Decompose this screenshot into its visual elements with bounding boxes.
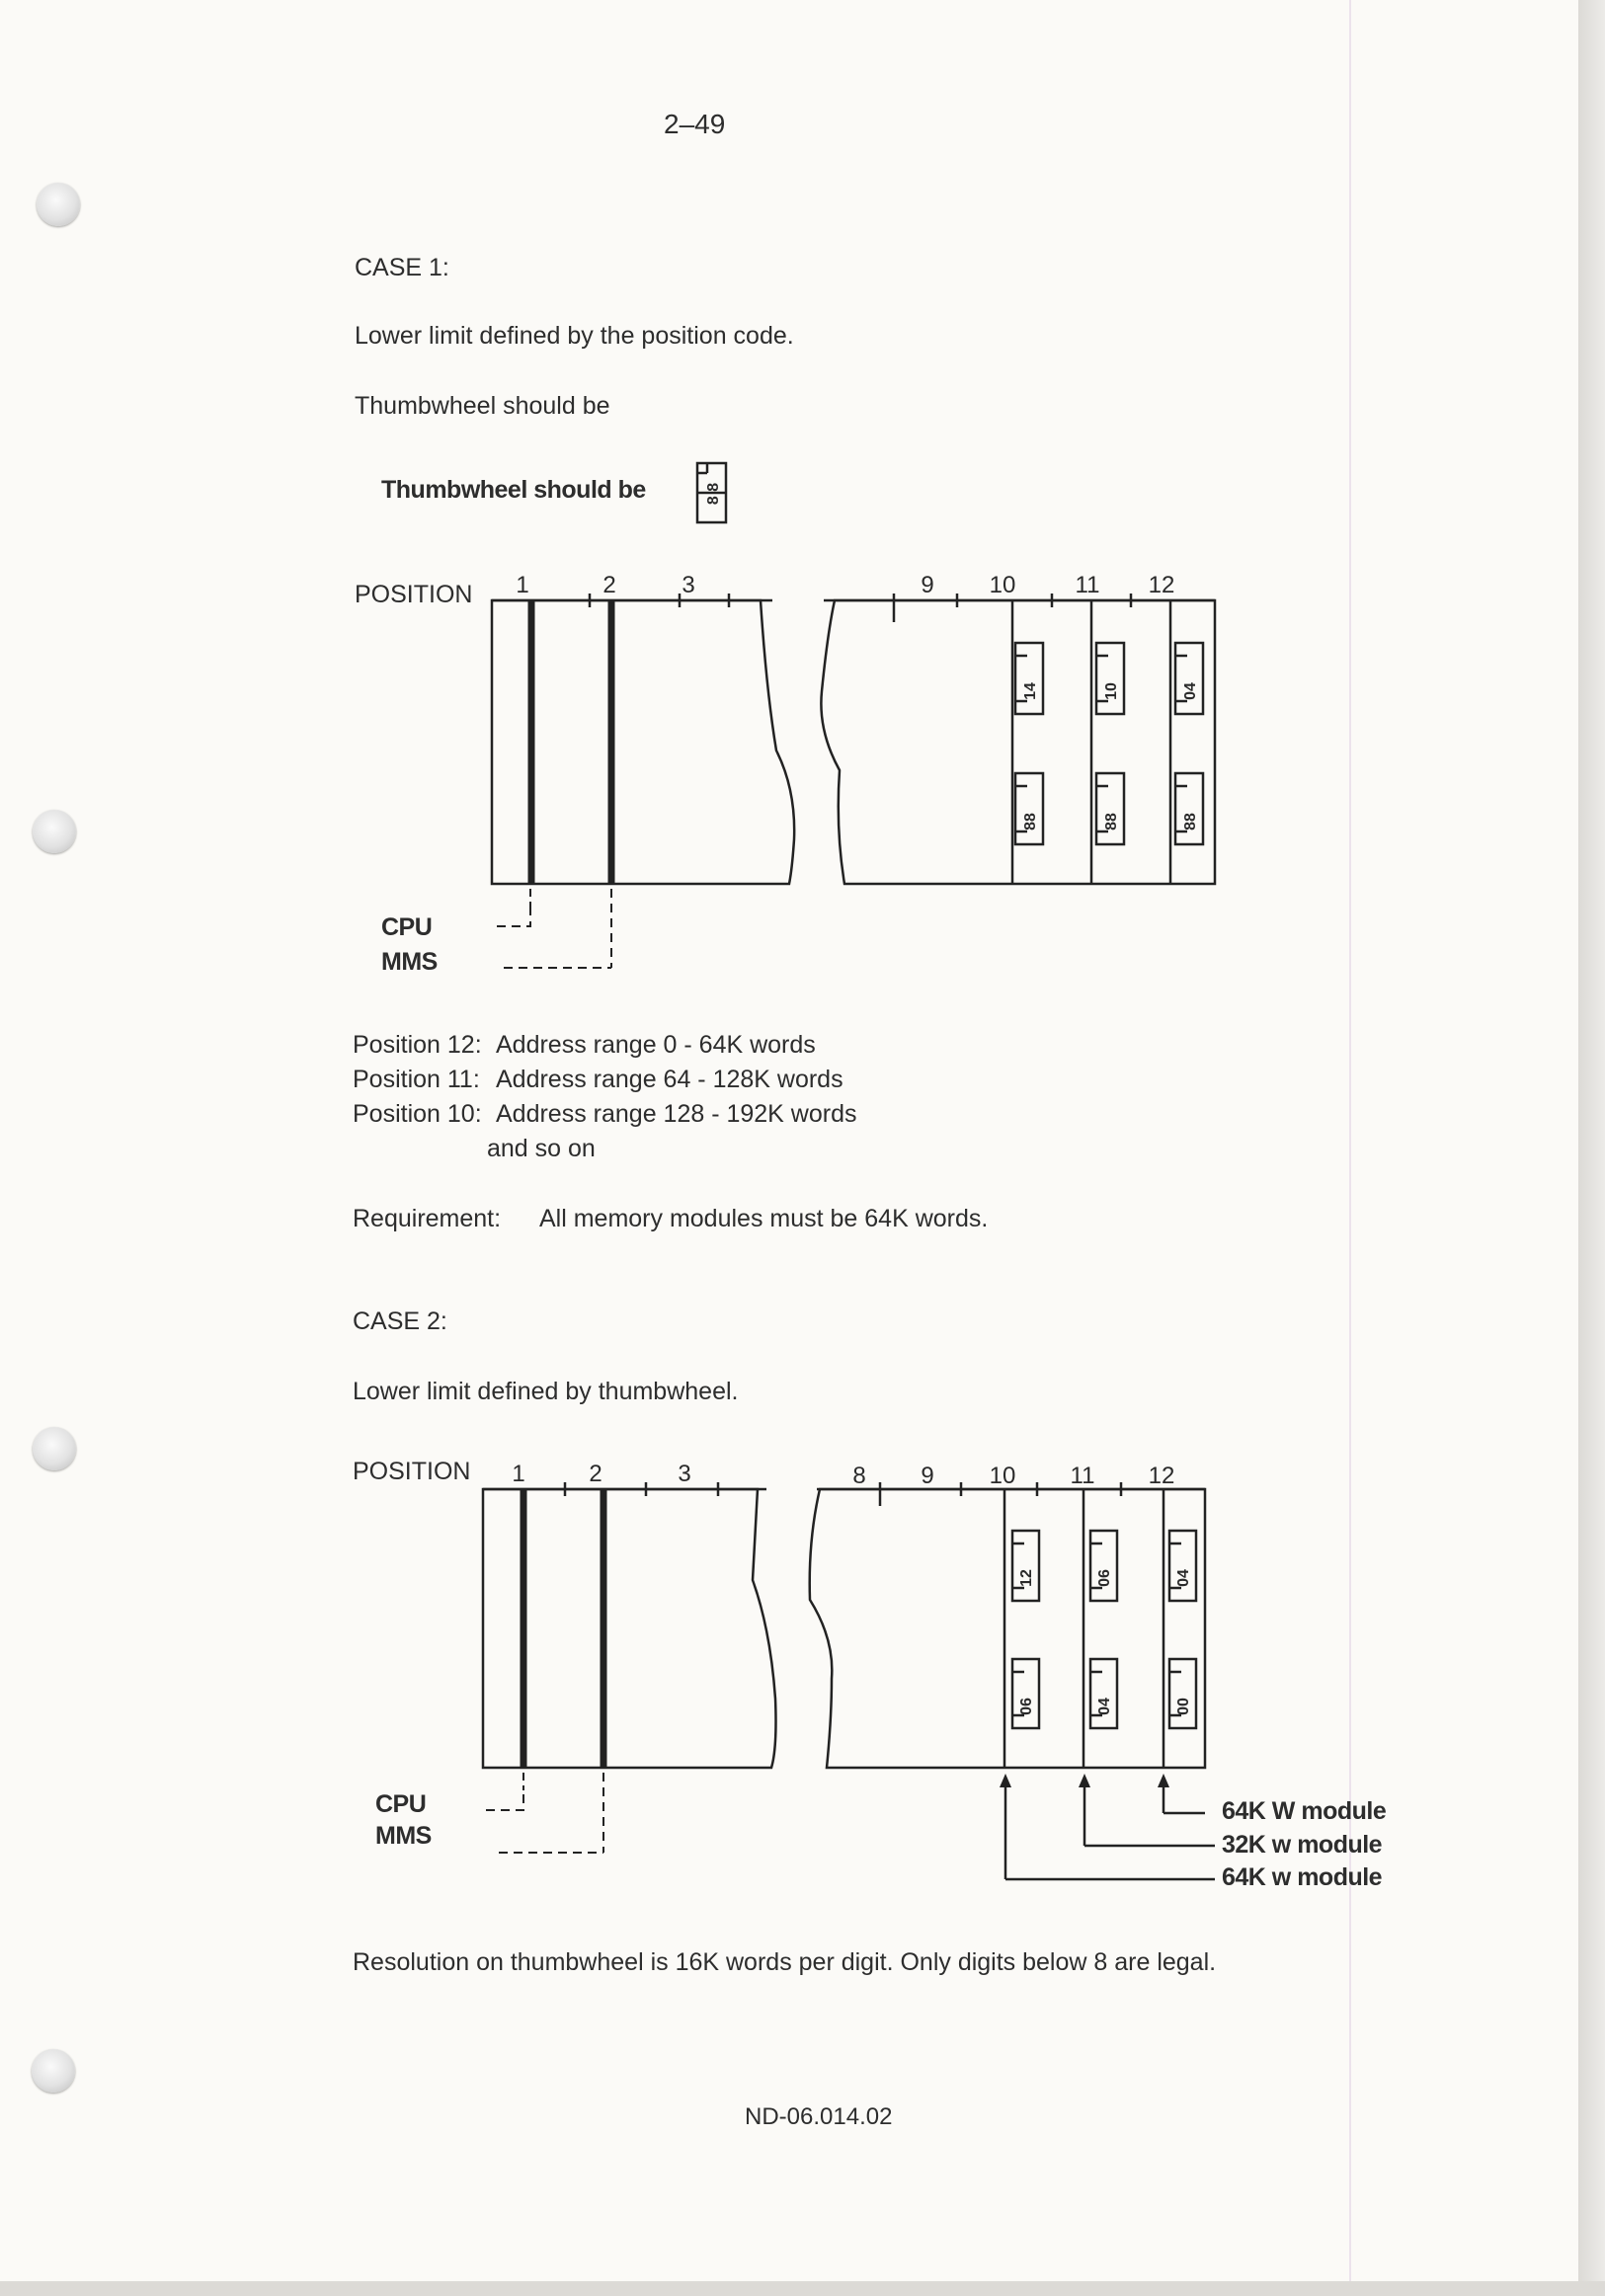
position-number: 2 bbox=[602, 572, 616, 598]
thumbwheel-digits: 06 bbox=[1018, 1698, 1035, 1715]
case2-position-label: POSITION bbox=[353, 1458, 471, 1485]
requirement-text: All memory modules must be 64K words. bbox=[539, 1205, 989, 1232]
page-edge bbox=[1578, 0, 1605, 2296]
position-number: 11 bbox=[1075, 572, 1100, 598]
case1-description: Lower limit defined by the position code. bbox=[355, 322, 794, 350]
case1-position-label: POSITION bbox=[355, 581, 473, 608]
document-id: ND-06.014.02 bbox=[745, 2103, 893, 2130]
thumbwheel-digits: 88 bbox=[1103, 813, 1120, 831]
thumbwheel-digits: 88 bbox=[1182, 813, 1199, 831]
and-so-on-text: and so on bbox=[487, 1135, 596, 1162]
case1-cpu-label: CPU bbox=[381, 913, 433, 941]
position-number: 1 bbox=[512, 1461, 525, 1487]
resolution-note: Resolution on thumbwheel is 16K words per digit. Only digits below 8 are legal. bbox=[353, 1948, 1217, 1976]
address-range-position: Position 11: bbox=[353, 1066, 480, 1093]
position-number: 3 bbox=[682, 572, 695, 598]
arrowheads bbox=[1000, 1774, 1169, 1787]
address-range-position: Position 12: bbox=[353, 1031, 482, 1059]
page-number: 2–49 bbox=[664, 109, 726, 139]
position-number: 11 bbox=[1070, 1463, 1095, 1489]
case1-thumbwheel-text: Thumbwheel should be bbox=[355, 392, 610, 420]
position-number: 10 bbox=[989, 1463, 1016, 1489]
position-number: 9 bbox=[921, 1463, 934, 1489]
thumbwheel-digits: 8 8 bbox=[705, 482, 722, 506]
module-label: 64K w module bbox=[1222, 1863, 1383, 1891]
thumbwheel-digits: 00 bbox=[1175, 1698, 1192, 1715]
position-number: 12 bbox=[1148, 572, 1175, 598]
position-number: 2 bbox=[589, 1461, 602, 1487]
case2-cpu-label: CPU bbox=[375, 1790, 427, 1818]
address-range-text: Address range 128 - 192K words bbox=[496, 1100, 857, 1128]
module-label: 64K W module bbox=[1222, 1797, 1387, 1825]
case1-thumbwheel-caption: Thumbwheel should be bbox=[381, 476, 646, 504]
case2-rack bbox=[483, 1482, 1215, 1879]
position-number: 12 bbox=[1148, 1463, 1175, 1489]
position-number: 10 bbox=[989, 572, 1016, 598]
thumbwheel-digits: 04 bbox=[1182, 682, 1199, 700]
case2-mms-label: MMS bbox=[375, 1822, 432, 1850]
address-range-position: Position 10: bbox=[353, 1100, 482, 1128]
position-number: 3 bbox=[678, 1461, 691, 1487]
page-edge bbox=[0, 2281, 1605, 2296]
thumbwheel-digits: 12 bbox=[1018, 1569, 1035, 1587]
requirement-label: Requirement: bbox=[353, 1205, 502, 1232]
thumbwheel-digits: 14 bbox=[1022, 682, 1039, 700]
thumbwheel-digits: 06 bbox=[1096, 1569, 1113, 1587]
case2-title: CASE 2: bbox=[353, 1307, 447, 1335]
thumbwheel-digits: 04 bbox=[1096, 1698, 1113, 1715]
case1-rack bbox=[492, 594, 1215, 968]
address-range-text: Address range 0 - 64K words bbox=[496, 1031, 816, 1059]
case1-mms-label: MMS bbox=[381, 948, 438, 976]
thumbwheel-digits: 10 bbox=[1103, 682, 1120, 700]
case2-description: Lower limit defined by thumbwheel. bbox=[353, 1378, 739, 1405]
thumbwheel-digits: 88 bbox=[1022, 813, 1039, 831]
position-number: 8 bbox=[852, 1463, 866, 1489]
address-range-text: Address range 64 - 128K words bbox=[496, 1066, 843, 1093]
position-number: 9 bbox=[921, 572, 934, 598]
thumbwheel-digits: 04 bbox=[1175, 1569, 1192, 1587]
position-number: 1 bbox=[516, 572, 529, 598]
module-label: 32K w module bbox=[1222, 1831, 1383, 1859]
case1-title: CASE 1: bbox=[355, 254, 449, 281]
